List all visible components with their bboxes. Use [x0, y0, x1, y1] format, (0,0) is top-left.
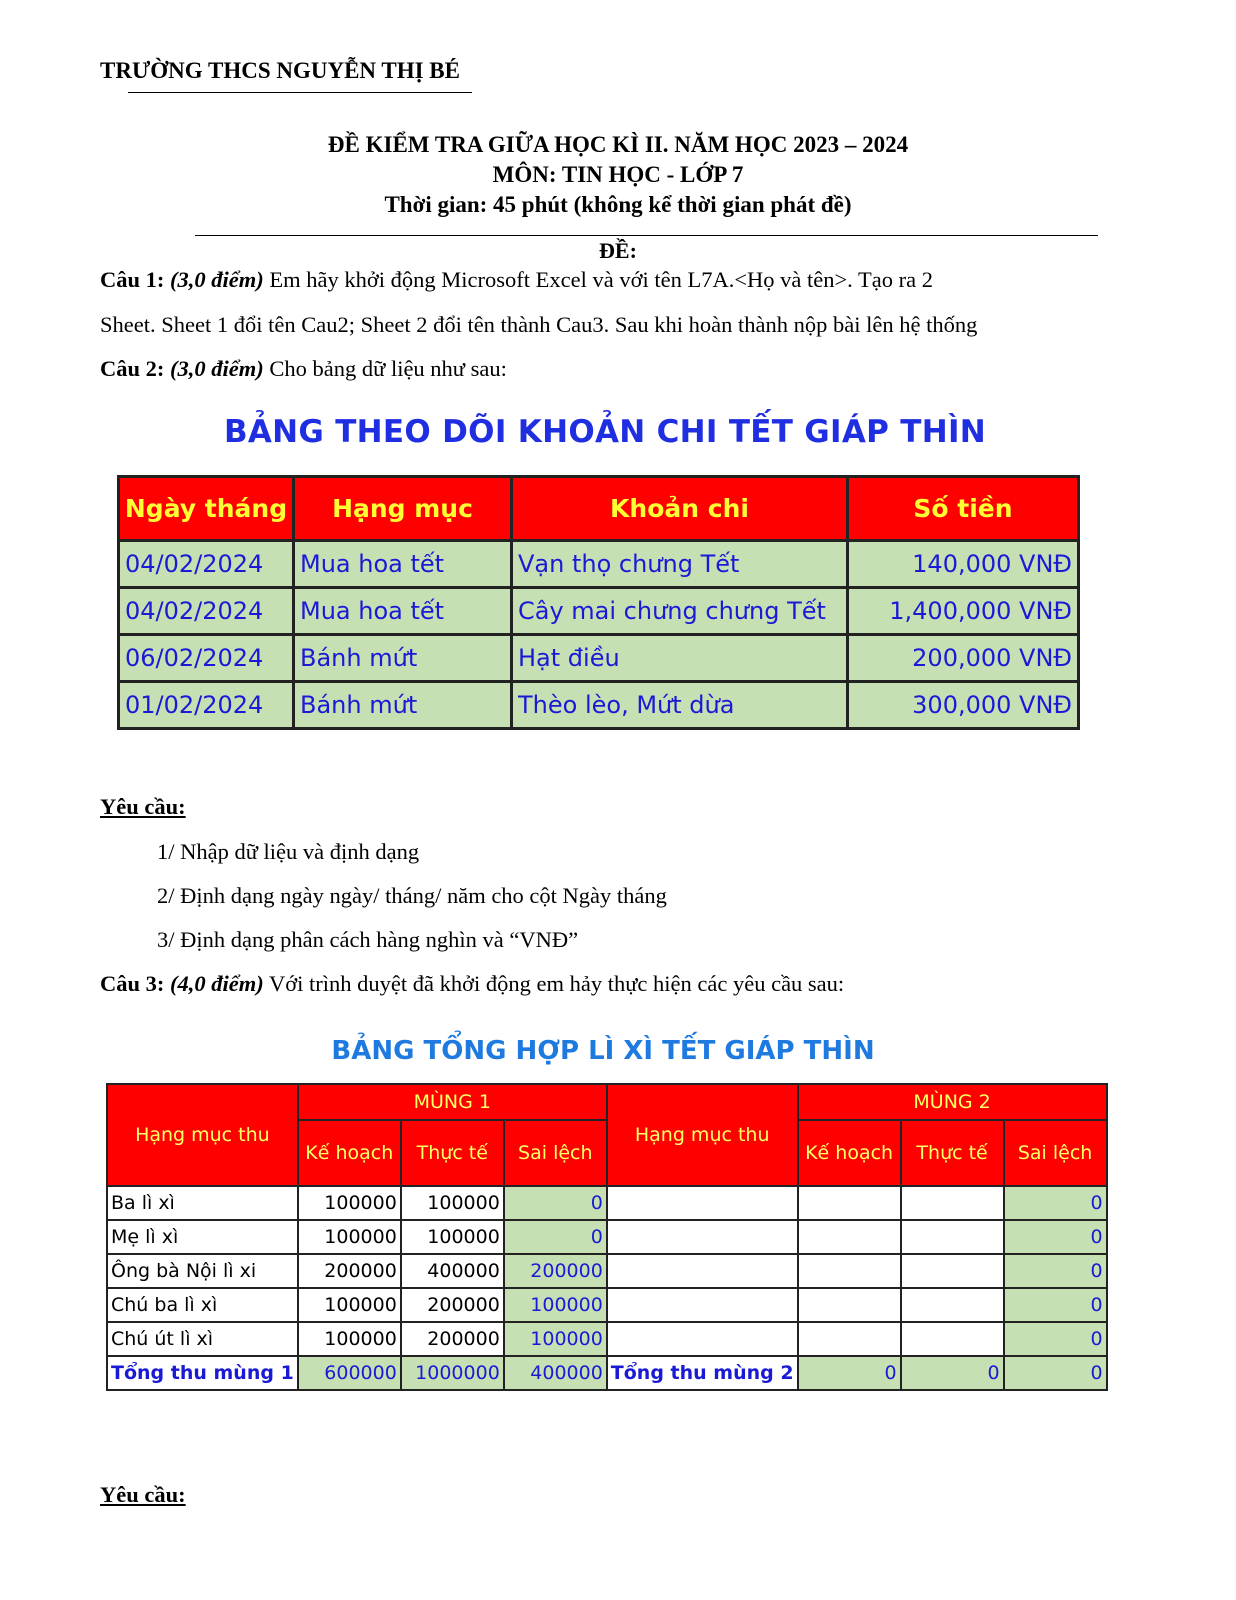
expense-table: [117, 475, 1080, 730]
total-day1-actual[interactable]: 1000000: [401, 1356, 504, 1390]
de-label: ĐỀ:: [599, 238, 637, 263]
col-category-header: Hạng mục: [294, 477, 512, 541]
day2-header: MÙNG 2: [798, 1084, 1107, 1120]
cell-plan-day2[interactable]: [798, 1186, 901, 1220]
cell-item-day2[interactable]: [607, 1186, 798, 1220]
q1-label: Câu 1:: [100, 267, 165, 292]
cell-diff[interactable]: 100000: [504, 1322, 607, 1356]
cell-diff-day2[interactable]: 0: [1004, 1322, 1107, 1356]
q3-line: [100, 971, 1140, 997]
cell-diff[interactable]: 0: [504, 1186, 607, 1220]
total-day2-label[interactable]: Tổng thu mùng 2: [607, 1356, 798, 1390]
school-name: TRƯỜNG THCS NGUYỄN THỊ BÉ: [100, 58, 460, 83]
cell-plan[interactable]: 100000: [298, 1186, 401, 1220]
cell-category[interactable]: Bánh mứt: [294, 682, 512, 729]
table-row: [119, 541, 1079, 588]
q1-line1: [100, 267, 1140, 293]
q2-points: (3,0 điểm): [170, 356, 264, 381]
cell-actual-day2[interactable]: [901, 1322, 1004, 1356]
cell-diff-day2[interactable]: 0: [1004, 1288, 1107, 1322]
cell-plan-day2[interactable]: [798, 1288, 901, 1322]
total-row: [107, 1356, 1107, 1390]
cell-actual-day2[interactable]: [901, 1220, 1004, 1254]
q3-requirements-label: Yêu cầu:: [100, 1482, 186, 1507]
cell-plan[interactable]: 200000: [298, 1254, 401, 1288]
day2-plan-header: Kế hoạch: [798, 1120, 901, 1186]
q3-points: (4,0 điểm): [170, 971, 264, 996]
day1-actual-header: Thực tế: [401, 1120, 504, 1186]
q1-points: (3,0 điểm): [170, 267, 264, 292]
table-row: [119, 682, 1079, 729]
cell-date[interactable]: 01/02/2024: [119, 682, 294, 729]
cell-diff-day2[interactable]: 0: [1004, 1254, 1107, 1288]
day2-actual-header: Thực tế: [901, 1120, 1004, 1186]
table-row: [107, 1254, 1107, 1288]
q3-label: Câu 3:: [100, 971, 165, 996]
cell-actual[interactable]: 400000: [401, 1254, 504, 1288]
total-day1-diff[interactable]: 400000: [504, 1356, 607, 1390]
cell-item[interactable]: Mẹ lì xì: [107, 1220, 298, 1254]
q1-text1: Em hãy khởi động Microsoft Excel và với tên L7A.<Họ và tên>. Tạo ra 2: [263, 267, 933, 292]
exam-title: ĐỀ KIỂM TRA GIỮA HỌC KÌ II. NĂM HỌC 2023 – 2024: [327, 132, 909, 157]
lixi-table-title: BẢNG TỔNG HỢP LÌ XÌ TẾT GIÁP THÌN: [331, 1036, 875, 1066]
col-item-header-day1: Hạng mục thu: [107, 1084, 298, 1186]
cell-expense[interactable]: Vạn thọ chưng Tết: [512, 541, 848, 588]
lixi-header-row-1: [107, 1084, 1107, 1120]
cell-actual-day2[interactable]: [901, 1288, 1004, 1322]
cell-item-day2[interactable]: [607, 1288, 798, 1322]
q2-requirement-1: 1/ Nhập dữ liệu và định dạng: [157, 839, 420, 864]
q3-text: Với trình duyệt đã khởi động em hảy thực hiện các yêu cầu sau:: [263, 971, 845, 996]
cell-plan[interactable]: 100000: [298, 1288, 401, 1322]
header-divider: [195, 235, 1098, 236]
q2-requirement-2: 2/ Định dạng ngày ngày/ tháng/ năm cho cột Ngày tháng: [157, 883, 667, 908]
table-row: [107, 1186, 1107, 1220]
exam-time: Thời gian: 45 phút (không kể thời gian phát đề): [384, 192, 852, 217]
cell-amount[interactable]: 1,400,000 VNĐ: [848, 588, 1079, 635]
table-row: [107, 1220, 1107, 1254]
cell-expense[interactable]: Cây mai chưng chưng Tết: [512, 588, 848, 635]
cell-category[interactable]: Mua hoa tết: [294, 541, 512, 588]
cell-item[interactable]: Ba lì xì: [107, 1186, 298, 1220]
exam-subject: MÔN: TIN HỌC - LỚP 7: [492, 162, 744, 187]
cell-actual-day2[interactable]: [901, 1254, 1004, 1288]
cell-plan-day2[interactable]: [798, 1254, 901, 1288]
lixi-table: [106, 1083, 1108, 1391]
cell-item-day2[interactable]: [607, 1322, 798, 1356]
cell-date[interactable]: 04/02/2024: [119, 588, 294, 635]
q1-line2: Sheet. Sheet 1 đổi tên Cau2; Sheet 2 đổi tên thành Cau3. Sau khi hoàn thành nộp bài lên hệ thống: [100, 312, 978, 337]
total-day2-plan[interactable]: 0: [798, 1356, 901, 1390]
q2-requirement-3: 3/ Định dạng phân cách hàng nghìn và “VNĐ”: [157, 927, 579, 952]
total-day2-diff[interactable]: 0: [1004, 1356, 1107, 1390]
cell-date[interactable]: 04/02/2024: [119, 541, 294, 588]
col-date-header: Ngày tháng: [119, 477, 294, 541]
day2-diff-header: Sai lệch: [1004, 1120, 1107, 1186]
table-row: [119, 635, 1079, 682]
cell-amount[interactable]: 200,000 VNĐ: [848, 635, 1079, 682]
cell-amount[interactable]: 300,000 VNĐ: [848, 682, 1079, 729]
cell-item[interactable]: Chú út lì xì: [107, 1322, 298, 1356]
cell-expense[interactable]: Hạt điều: [512, 635, 848, 682]
cell-actual[interactable]: 100000: [401, 1186, 504, 1220]
expense-header-row: [119, 477, 1079, 541]
cell-diff[interactable]: 0: [504, 1220, 607, 1254]
cell-amount[interactable]: 140,000 VNĐ: [848, 541, 1079, 588]
cell-date[interactable]: 06/02/2024: [119, 635, 294, 682]
cell-category[interactable]: Mua hoa tết: [294, 588, 512, 635]
cell-plan-day2[interactable]: [798, 1322, 901, 1356]
school-underline: [128, 92, 472, 93]
cell-category[interactable]: Bánh mứt: [294, 635, 512, 682]
cell-item-day2[interactable]: [607, 1254, 798, 1288]
cell-plan[interactable]: 100000: [298, 1220, 401, 1254]
day1-header: MÙNG 1: [298, 1084, 607, 1120]
table-row: [119, 588, 1079, 635]
cell-actual[interactable]: 200000: [401, 1322, 504, 1356]
cell-item-day2[interactable]: [607, 1220, 798, 1254]
cell-actual[interactable]: 100000: [401, 1220, 504, 1254]
total-day1-label[interactable]: Tổng thu mùng 1: [107, 1356, 298, 1390]
q2-label: Câu 2:: [100, 356, 165, 381]
q2-line: [100, 356, 1140, 382]
table-row: [107, 1322, 1107, 1356]
total-day2-actual[interactable]: 0: [901, 1356, 1004, 1390]
cell-diff-day2[interactable]: 0: [1004, 1186, 1107, 1220]
day1-diff-header: Sai lệch: [504, 1120, 607, 1186]
cell-diff[interactable]: 100000: [504, 1288, 607, 1322]
col-item-header-day2: Hạng mục thu: [607, 1084, 798, 1186]
q2-requirements-label: Yêu cầu:: [100, 794, 186, 819]
cell-expense[interactable]: Thèo lèo, Mứt dừa: [512, 682, 848, 729]
day1-plan-header: Kế hoạch: [298, 1120, 401, 1186]
cell-item[interactable]: Chú ba lì xì: [107, 1288, 298, 1322]
q2-text: Cho bảng dữ liệu như sau:: [263, 356, 507, 381]
col-amount-header: Số tiền: [848, 477, 1079, 541]
cell-actual[interactable]: 200000: [401, 1288, 504, 1322]
cell-diff[interactable]: 200000: [504, 1254, 607, 1288]
col-expense-header: Khoản chi: [512, 477, 848, 541]
cell-diff-day2[interactable]: 0: [1004, 1220, 1107, 1254]
cell-plan[interactable]: 100000: [298, 1322, 401, 1356]
expense-table-title: BẢNG THEO DÕI KHOẢN CHI TẾT GIÁP THÌN: [223, 414, 987, 450]
cell-actual-day2[interactable]: [901, 1186, 1004, 1220]
cell-item[interactable]: Ông bà Nội lì xi: [107, 1254, 298, 1288]
cell-plan-day2[interactable]: [798, 1220, 901, 1254]
total-day1-plan[interactable]: 600000: [298, 1356, 401, 1390]
table-row: [107, 1288, 1107, 1322]
